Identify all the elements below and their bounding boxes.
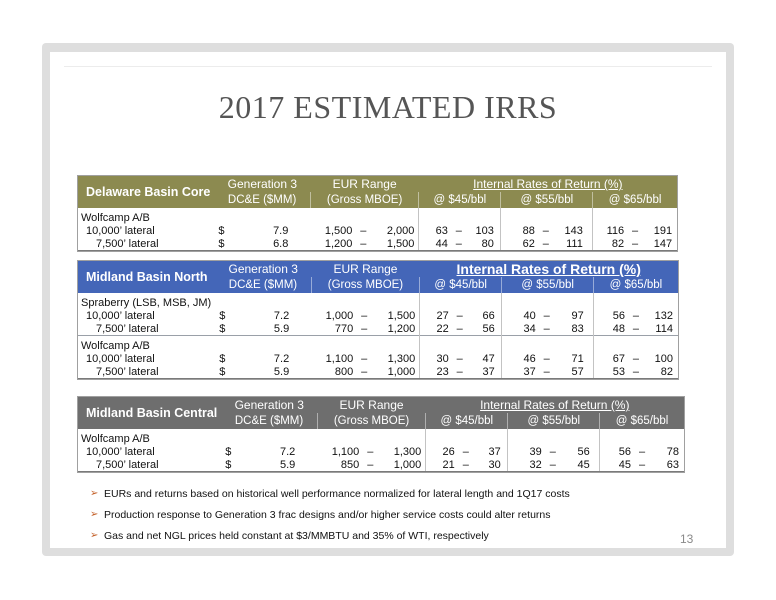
dce-value: 6.8 [273,237,289,250]
range-dash: – [542,237,549,250]
dollar-sign: $ [219,365,226,378]
range-dash: – [456,309,463,322]
price-45-header: @ $45/bbl [419,192,501,208]
dce-value: 5.9 [273,365,290,378]
page-number: 13 [680,532,694,546]
gen-header: Generation 3 [215,261,311,277]
irr45-low: 30 [436,352,449,365]
irr65-low: 48 [612,322,625,335]
irr65-high: 191 [653,224,673,237]
irr45-low: 21 [442,458,455,471]
bullet-text: Gas and net NGL prices held constant at $3/MMBTU and 35% of WTI, respectively [104,529,489,542]
price-55-header: @ $55/bbl [501,192,593,208]
group-title: Wolfcamp A/B [81,432,150,445]
range-dash: – [549,458,556,471]
table-row [78,352,678,365]
irr65-high: 63 [666,458,680,471]
lateral-label: 10,000’ lateral [86,224,155,237]
bullet-item [90,483,650,504]
range-dash: – [360,237,367,250]
table-row [78,458,684,472]
eur-low: 800 [334,365,354,378]
dollar-sign: $ [219,309,226,322]
range-dash: – [361,352,368,365]
irr45-high: 47 [482,352,495,365]
irr65-high: 147 [653,237,673,250]
price-65-header: @ $65/bbl [594,277,678,293]
irr55-high: 143 [564,224,583,237]
irr45-high: 37 [482,365,495,378]
table-row [78,322,678,336]
range-dash: – [632,224,639,237]
arrow-bullet-icon: ➢ [90,530,99,541]
irr-header: Internal Rates of Return (%) [419,176,677,192]
irr45-high: 30 [488,458,501,471]
table-row [78,309,678,322]
lateral-label: 7,500’ lateral [96,322,159,335]
dollar-sign: $ [218,224,225,237]
arrow-bullet-icon: ➢ [90,488,99,499]
irr-table-delaware-basin-core [78,176,677,251]
arrow-bullet-icon: ➢ [90,509,99,520]
eur-high: 1,500 [386,237,415,250]
eur-low: 1,000 [325,309,354,322]
irr45-low: 63 [435,224,448,237]
eur-low: 770 [334,322,354,335]
irr55-low: 46 [523,352,536,365]
gen-header: Generation 3 [214,176,310,192]
gen-header: Generation 3 [221,397,317,413]
lateral-label: 7,500’ lateral [78,458,221,472]
bullet-item [90,525,650,546]
eur-low: 1,100 [331,445,360,458]
irr45-low: 44 [435,237,448,250]
eur-header: EUR Range [317,397,426,413]
lateral-label: 7,500’ lateral [78,365,215,379]
eur-high: 1,000 [393,458,422,471]
range-dash: – [543,309,550,322]
dce-value: 7.9 [273,224,289,237]
irr-header: Internal Rates of Return (%) [426,397,684,413]
dce-value: 7.2 [273,352,290,365]
table-row [78,445,684,458]
range-dash: – [549,445,556,458]
irr55-high: 97 [571,309,584,322]
irr55-low: 34 [523,322,536,335]
range-dash: – [542,224,549,237]
range-dash: – [456,322,463,335]
range-dash: – [361,322,368,335]
irr45-low: 26 [442,445,455,458]
range-dash: – [455,224,462,237]
irr65-low: 67 [612,352,625,365]
range-dash: – [361,309,368,322]
irr55-high: 71 [571,352,584,365]
eur-header: EUR Range [311,261,420,277]
bullet-text: Production response to Generation 3 frac designs and/or higher service costs could alter returns [104,508,551,521]
irr55-high: 56 [577,445,590,458]
price-55-header: @ $55/bbl [508,413,600,429]
basin-name: Midland Basin Central [78,397,221,429]
price-55-header: @ $55/bbl [502,277,594,293]
irr55-low: 40 [523,309,536,322]
footnote-bullets [90,483,650,546]
irr45-low: 23 [436,365,449,378]
group-title: Wolfcamp A/B [81,339,150,352]
irr55-low: 39 [529,445,542,458]
group-title: Wolfcamp A/B [81,211,150,224]
dollar-sign: $ [219,322,226,335]
price-65-header: @ $65/bbl [600,413,684,429]
range-dash: – [361,365,368,378]
dollar-sign: $ [225,445,232,458]
title-band [64,66,712,163]
irr-header: Internal Rates of Return (%) [420,261,678,277]
price-45-header: @ $45/bbl [420,277,502,293]
irr55-low: 32 [529,458,542,471]
basin-name: Delaware Basin Core [78,176,214,208]
irr65-low: 56 [612,309,625,322]
table-row [78,237,677,251]
lateral-label: 10,000’ lateral [86,445,155,458]
bullet-item [90,504,650,525]
irr65-high: 100 [654,352,673,365]
group-title: Spraberry (LSB, MSB, JM) [81,296,212,309]
range-dash: – [462,458,469,471]
range-dash: – [638,445,646,458]
range-dash: – [632,309,640,322]
range-dash: – [462,445,469,458]
irr65-high: 82 [660,365,673,378]
dollar-sign: $ [225,458,232,471]
price-45-header: @ $45/bbl [426,413,508,429]
irr65-low: 56 [618,445,632,458]
range-dash: – [638,458,646,471]
irr65-high: 114 [655,322,673,335]
eur-high: 2,000 [386,224,415,237]
dce-value: 7.2 [279,445,296,458]
dce-value: 5.9 [273,322,290,335]
range-dash: – [632,352,640,365]
irr45-high: 37 [488,445,501,458]
bullet-text: EURs and returns based on historical well performance normalized for lateral length and 1Q17 costs [104,487,570,500]
range-dash: – [543,365,550,378]
irr45-low: 27 [436,309,449,322]
irr55-low: 62 [522,237,535,250]
gen-subheader: DC&E ($MM) [221,413,317,429]
dollar-sign: $ [219,352,226,365]
irr55-low: 88 [522,224,535,237]
lateral-label: 7,500’ lateral [78,237,214,251]
irr55-low: 37 [523,365,536,378]
eur-subheader: (Gross MBOE) [310,192,419,208]
eur-high: 1,500 [387,309,416,322]
irr55-high: 111 [566,237,583,250]
range-dash: – [367,458,374,471]
irr45-high: 80 [481,237,494,250]
range-dash: – [632,322,640,335]
price-65-header: @ $65/bbl [593,192,677,208]
irr-table-midland-basin-north [78,261,678,379]
irr45-low: 22 [436,322,449,335]
gen-subheader: DC&E ($MM) [215,277,311,293]
range-dash: – [367,445,374,458]
irr55-high: 83 [571,322,584,335]
range-dash: – [632,365,640,378]
eur-low: 850 [340,458,360,471]
eur-subheader: (Gross MBOE) [317,413,426,429]
eur-high: 1,300 [387,352,416,365]
irr-table-midland-basin-central [78,397,684,472]
eur-low: 1,500 [324,224,353,237]
range-dash: – [360,224,367,237]
lateral-label: 10,000’ lateral [86,309,155,322]
range-dash: – [543,322,550,335]
slide-title: 2017 ESTIMATED IRRS [218,89,558,125]
irr45-high: 56 [482,322,495,335]
dce-value: 5.9 [279,458,296,471]
eur-high: 1,000 [387,365,416,378]
dce-value: 7.2 [273,309,290,322]
irr45-high: 103 [475,224,494,237]
irr55-high: 45 [577,458,590,471]
lateral-label: 10,000’ lateral [86,352,155,365]
range-dash: – [543,352,550,365]
irr65-low: 116 [606,224,625,237]
irr65-low: 53 [612,365,625,378]
eur-header: EUR Range [310,176,419,192]
irr65-high: 78 [666,445,680,458]
range-dash: – [456,352,463,365]
eur-subheader: (Gross MBOE) [311,277,420,293]
table-row [78,365,678,379]
irr55-high: 57 [571,365,584,378]
range-dash: – [632,237,639,250]
basin-name: Midland Basin North [78,261,215,293]
irr45-high: 66 [482,309,495,322]
range-dash: – [455,237,462,250]
dollar-sign: $ [218,237,225,250]
eur-low: 1,200 [324,237,353,250]
irr65-high: 132 [654,309,673,322]
gen-subheader: DC&E ($MM) [214,192,310,208]
eur-high: 1,300 [393,445,422,458]
irr65-low: 82 [611,237,625,250]
irr65-low: 45 [618,458,632,471]
eur-high: 1,200 [387,322,416,335]
range-dash: – [456,365,463,378]
table-row [78,224,677,237]
eur-low: 1,100 [325,352,354,365]
